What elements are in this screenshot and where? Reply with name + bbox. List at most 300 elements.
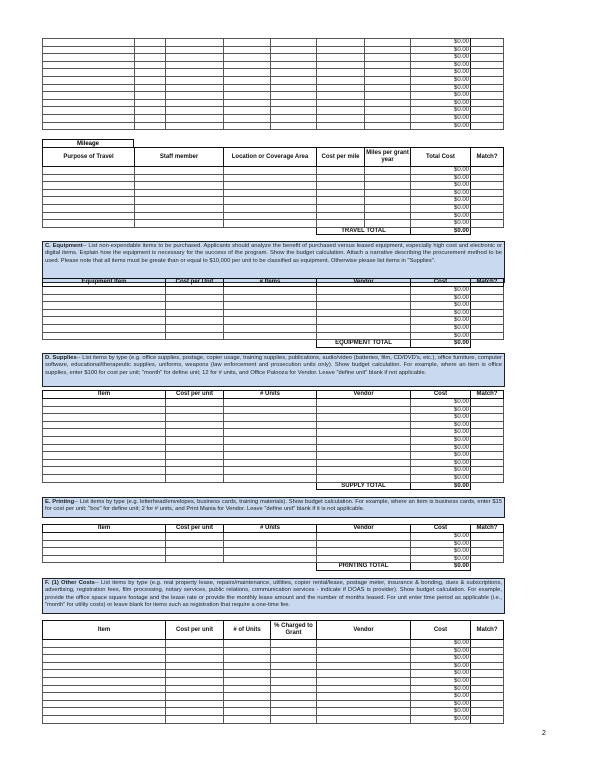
input-cell[interactable] bbox=[271, 662, 317, 670]
input-cell[interactable] bbox=[224, 421, 317, 429]
input-cell[interactable] bbox=[43, 69, 135, 77]
input-cell[interactable] bbox=[471, 708, 504, 716]
input-cell[interactable] bbox=[317, 662, 411, 670]
input-cell[interactable] bbox=[224, 302, 317, 310]
input-cell[interactable] bbox=[166, 548, 224, 556]
input-cell[interactable] bbox=[166, 324, 224, 332]
input-cell[interactable] bbox=[43, 99, 135, 107]
input-cell[interactable] bbox=[471, 670, 504, 678]
input-cell[interactable] bbox=[224, 189, 317, 197]
input-cell[interactable] bbox=[365, 76, 411, 84]
input-cell[interactable] bbox=[43, 317, 166, 325]
input-cell[interactable] bbox=[224, 414, 317, 422]
input-cell[interactable] bbox=[224, 429, 317, 437]
input-cell[interactable] bbox=[271, 69, 317, 77]
input-cell[interactable] bbox=[471, 662, 504, 670]
input-cell[interactable] bbox=[471, 46, 504, 54]
input-cell[interactable] bbox=[224, 294, 317, 302]
input-cell[interactable] bbox=[224, 174, 317, 182]
input-cell[interactable] bbox=[471, 114, 504, 122]
input-cell[interactable] bbox=[271, 76, 317, 84]
input-cell[interactable] bbox=[317, 309, 411, 317]
input-cell[interactable] bbox=[317, 421, 411, 429]
input-cell[interactable] bbox=[224, 61, 271, 69]
input-cell[interactable] bbox=[271, 647, 317, 655]
input-cell[interactable] bbox=[224, 662, 271, 670]
input-cell[interactable] bbox=[224, 399, 317, 407]
input-cell[interactable] bbox=[43, 406, 166, 414]
input-cell[interactable] bbox=[317, 39, 365, 47]
input-cell[interactable] bbox=[317, 474, 411, 482]
input-cell[interactable] bbox=[43, 452, 166, 460]
input-cell[interactable] bbox=[224, 114, 271, 122]
input-cell[interactable] bbox=[317, 174, 365, 182]
input-cell[interactable] bbox=[365, 174, 411, 182]
input-cell[interactable] bbox=[271, 677, 317, 685]
input-cell[interactable] bbox=[471, 309, 504, 317]
input-cell[interactable] bbox=[224, 54, 271, 62]
input-cell[interactable] bbox=[166, 647, 224, 655]
input-cell[interactable] bbox=[224, 548, 317, 556]
input-cell[interactable] bbox=[43, 555, 166, 563]
input-cell[interactable] bbox=[166, 39, 224, 47]
input-cell[interactable] bbox=[224, 459, 317, 467]
input-cell[interactable] bbox=[317, 69, 365, 77]
input-cell[interactable] bbox=[43, 167, 135, 175]
input-cell[interactable] bbox=[224, 324, 317, 332]
input-cell[interactable] bbox=[135, 204, 224, 212]
input-cell[interactable] bbox=[224, 287, 317, 295]
input-cell[interactable] bbox=[365, 189, 411, 197]
input-cell[interactable] bbox=[166, 467, 224, 475]
input-cell[interactable] bbox=[43, 662, 166, 670]
input-cell[interactable] bbox=[471, 429, 504, 437]
input-cell[interactable] bbox=[135, 167, 224, 175]
input-cell[interactable] bbox=[43, 182, 135, 190]
input-cell[interactable] bbox=[317, 655, 411, 663]
input-cell[interactable] bbox=[135, 84, 166, 92]
input-cell[interactable] bbox=[471, 548, 504, 556]
input-cell[interactable] bbox=[166, 421, 224, 429]
input-cell[interactable] bbox=[317, 92, 365, 100]
input-cell[interactable] bbox=[224, 655, 271, 663]
input-cell[interactable] bbox=[135, 189, 224, 197]
input-cell[interactable] bbox=[317, 436, 411, 444]
input-cell[interactable] bbox=[43, 204, 135, 212]
input-cell[interactable] bbox=[43, 46, 135, 54]
input-cell[interactable] bbox=[471, 302, 504, 310]
input-cell[interactable] bbox=[471, 421, 504, 429]
input-cell[interactable] bbox=[271, 99, 317, 107]
input-cell[interactable] bbox=[365, 107, 411, 115]
input-cell[interactable] bbox=[365, 84, 411, 92]
input-cell[interactable] bbox=[166, 555, 224, 563]
input-cell[interactable] bbox=[166, 459, 224, 467]
input-cell[interactable] bbox=[317, 61, 365, 69]
input-cell[interactable] bbox=[224, 685, 271, 693]
input-cell[interactable] bbox=[166, 61, 224, 69]
input-cell[interactable] bbox=[317, 84, 365, 92]
input-cell[interactable] bbox=[271, 122, 317, 130]
input-cell[interactable] bbox=[317, 302, 411, 310]
input-cell[interactable] bbox=[224, 540, 317, 548]
input-cell[interactable] bbox=[224, 708, 271, 716]
input-cell[interactable] bbox=[471, 287, 504, 295]
input-cell[interactable] bbox=[166, 54, 224, 62]
input-cell[interactable] bbox=[166, 302, 224, 310]
input-cell[interactable] bbox=[365, 92, 411, 100]
input-cell[interactable] bbox=[224, 647, 271, 655]
input-cell[interactable] bbox=[166, 414, 224, 422]
input-cell[interactable] bbox=[43, 677, 166, 685]
input-cell[interactable] bbox=[365, 167, 411, 175]
input-cell[interactable] bbox=[224, 99, 271, 107]
input-cell[interactable] bbox=[365, 182, 411, 190]
input-cell[interactable] bbox=[271, 114, 317, 122]
input-cell[interactable] bbox=[43, 708, 166, 716]
input-cell[interactable] bbox=[317, 452, 411, 460]
input-cell[interactable] bbox=[224, 436, 317, 444]
input-cell[interactable] bbox=[135, 107, 166, 115]
input-cell[interactable] bbox=[471, 317, 504, 325]
input-cell[interactable] bbox=[43, 107, 135, 115]
input-cell[interactable] bbox=[271, 84, 317, 92]
input-cell[interactable] bbox=[271, 640, 317, 648]
input-cell[interactable] bbox=[224, 533, 317, 541]
input-cell[interactable] bbox=[471, 294, 504, 302]
input-cell[interactable] bbox=[43, 548, 166, 556]
input-cell[interactable] bbox=[271, 670, 317, 678]
input-cell[interactable] bbox=[43, 61, 135, 69]
input-cell[interactable] bbox=[43, 715, 166, 723]
input-cell[interactable] bbox=[166, 708, 224, 716]
input-cell[interactable] bbox=[135, 212, 224, 220]
input-cell[interactable] bbox=[166, 294, 224, 302]
input-cell[interactable] bbox=[224, 84, 271, 92]
input-cell[interactable] bbox=[166, 332, 224, 340]
input-cell[interactable] bbox=[365, 204, 411, 212]
input-cell[interactable] bbox=[471, 61, 504, 69]
input-cell[interactable] bbox=[471, 693, 504, 701]
input-cell[interactable] bbox=[43, 444, 166, 452]
input-cell[interactable] bbox=[317, 99, 365, 107]
input-cell[interactable] bbox=[471, 533, 504, 541]
input-cell[interactable] bbox=[365, 54, 411, 62]
input-cell[interactable] bbox=[271, 655, 317, 663]
input-cell[interactable] bbox=[43, 174, 135, 182]
input-cell[interactable] bbox=[317, 167, 365, 175]
input-cell[interactable] bbox=[135, 46, 166, 54]
input-cell[interactable] bbox=[43, 647, 166, 655]
input-cell[interactable] bbox=[317, 399, 411, 407]
input-cell[interactable] bbox=[135, 99, 166, 107]
input-cell[interactable] bbox=[317, 670, 411, 678]
input-cell[interactable] bbox=[43, 92, 135, 100]
input-cell[interactable] bbox=[365, 122, 411, 130]
input-cell[interactable] bbox=[224, 332, 317, 340]
input-cell[interactable] bbox=[317, 107, 365, 115]
input-cell[interactable] bbox=[43, 54, 135, 62]
input-cell[interactable] bbox=[317, 332, 411, 340]
input-cell[interactable] bbox=[317, 467, 411, 475]
input-cell[interactable] bbox=[271, 700, 317, 708]
input-cell[interactable] bbox=[317, 693, 411, 701]
input-cell[interactable] bbox=[43, 429, 166, 437]
input-cell[interactable] bbox=[271, 39, 317, 47]
input-cell[interactable] bbox=[43, 294, 166, 302]
input-cell[interactable] bbox=[166, 540, 224, 548]
input-cell[interactable] bbox=[317, 122, 365, 130]
input-cell[interactable] bbox=[471, 444, 504, 452]
input-cell[interactable] bbox=[43, 189, 135, 197]
input-cell[interactable] bbox=[135, 197, 224, 205]
input-cell[interactable] bbox=[317, 533, 411, 541]
input-cell[interactable] bbox=[365, 99, 411, 107]
input-cell[interactable] bbox=[43, 655, 166, 663]
input-cell[interactable] bbox=[166, 436, 224, 444]
input-cell[interactable] bbox=[43, 414, 166, 422]
input-cell[interactable] bbox=[271, 54, 317, 62]
input-cell[interactable] bbox=[43, 685, 166, 693]
input-cell[interactable] bbox=[224, 452, 317, 460]
input-cell[interactable] bbox=[43, 332, 166, 340]
input-cell[interactable] bbox=[317, 212, 365, 220]
input-cell[interactable] bbox=[224, 700, 271, 708]
input-cell[interactable] bbox=[224, 467, 317, 475]
input-cell[interactable] bbox=[166, 76, 224, 84]
input-cell[interactable] bbox=[43, 670, 166, 678]
input-cell[interactable] bbox=[166, 677, 224, 685]
input-cell[interactable] bbox=[317, 204, 365, 212]
input-cell[interactable] bbox=[43, 84, 135, 92]
input-cell[interactable] bbox=[471, 39, 504, 47]
input-cell[interactable] bbox=[166, 84, 224, 92]
input-cell[interactable] bbox=[224, 220, 317, 228]
input-cell[interactable] bbox=[135, 54, 166, 62]
input-cell[interactable] bbox=[224, 197, 317, 205]
input-cell[interactable] bbox=[317, 114, 365, 122]
input-cell[interactable] bbox=[271, 693, 317, 701]
input-cell[interactable] bbox=[365, 212, 411, 220]
input-cell[interactable] bbox=[135, 114, 166, 122]
input-cell[interactable] bbox=[224, 670, 271, 678]
input-cell[interactable] bbox=[135, 92, 166, 100]
input-cell[interactable] bbox=[471, 685, 504, 693]
input-cell[interactable] bbox=[471, 167, 504, 175]
input-cell[interactable] bbox=[317, 677, 411, 685]
input-cell[interactable] bbox=[317, 700, 411, 708]
input-cell[interactable] bbox=[166, 99, 224, 107]
input-cell[interactable] bbox=[317, 429, 411, 437]
input-cell[interactable] bbox=[317, 197, 365, 205]
input-cell[interactable] bbox=[224, 167, 317, 175]
input-cell[interactable] bbox=[317, 708, 411, 716]
input-cell[interactable] bbox=[224, 555, 317, 563]
input-cell[interactable] bbox=[43, 324, 166, 332]
input-cell[interactable] bbox=[471, 84, 504, 92]
input-cell[interactable] bbox=[224, 182, 317, 190]
input-cell[interactable] bbox=[135, 174, 224, 182]
input-cell[interactable] bbox=[365, 39, 411, 47]
input-cell[interactable] bbox=[471, 204, 504, 212]
input-cell[interactable] bbox=[166, 309, 224, 317]
input-cell[interactable] bbox=[317, 189, 365, 197]
input-cell[interactable] bbox=[224, 69, 271, 77]
input-cell[interactable] bbox=[166, 670, 224, 678]
input-cell[interactable] bbox=[317, 406, 411, 414]
input-cell[interactable] bbox=[166, 655, 224, 663]
input-cell[interactable] bbox=[224, 92, 271, 100]
input-cell[interactable] bbox=[43, 197, 135, 205]
input-cell[interactable] bbox=[43, 700, 166, 708]
input-cell[interactable] bbox=[317, 220, 365, 228]
input-cell[interactable] bbox=[365, 69, 411, 77]
input-cell[interactable] bbox=[471, 99, 504, 107]
input-cell[interactable] bbox=[471, 700, 504, 708]
input-cell[interactable] bbox=[135, 220, 224, 228]
input-cell[interactable] bbox=[135, 76, 166, 84]
input-cell[interactable] bbox=[43, 467, 166, 475]
input-cell[interactable] bbox=[224, 693, 271, 701]
input-cell[interactable] bbox=[224, 39, 271, 47]
input-cell[interactable] bbox=[271, 715, 317, 723]
input-cell[interactable] bbox=[365, 220, 411, 228]
input-cell[interactable] bbox=[43, 309, 166, 317]
input-cell[interactable] bbox=[365, 114, 411, 122]
input-cell[interactable] bbox=[471, 324, 504, 332]
input-cell[interactable] bbox=[471, 715, 504, 723]
input-cell[interactable] bbox=[166, 533, 224, 541]
input-cell[interactable] bbox=[43, 421, 166, 429]
input-cell[interactable] bbox=[166, 715, 224, 723]
input-cell[interactable] bbox=[471, 452, 504, 460]
input-cell[interactable] bbox=[471, 76, 504, 84]
input-cell[interactable] bbox=[471, 332, 504, 340]
input-cell[interactable] bbox=[166, 662, 224, 670]
input-cell[interactable] bbox=[224, 317, 317, 325]
input-cell[interactable] bbox=[43, 76, 135, 84]
input-cell[interactable] bbox=[471, 182, 504, 190]
input-cell[interactable] bbox=[471, 459, 504, 467]
input-cell[interactable] bbox=[135, 69, 166, 77]
input-cell[interactable] bbox=[224, 204, 317, 212]
input-cell[interactable] bbox=[365, 46, 411, 54]
input-cell[interactable] bbox=[43, 693, 166, 701]
input-cell[interactable] bbox=[166, 107, 224, 115]
input-cell[interactable] bbox=[166, 399, 224, 407]
input-cell[interactable] bbox=[317, 647, 411, 655]
input-cell[interactable] bbox=[166, 114, 224, 122]
input-cell[interactable] bbox=[43, 399, 166, 407]
input-cell[interactable] bbox=[43, 474, 166, 482]
input-cell[interactable] bbox=[224, 715, 271, 723]
input-cell[interactable] bbox=[317, 640, 411, 648]
input-cell[interactable] bbox=[43, 287, 166, 295]
input-cell[interactable] bbox=[166, 406, 224, 414]
input-cell[interactable] bbox=[166, 693, 224, 701]
input-cell[interactable] bbox=[317, 414, 411, 422]
input-cell[interactable] bbox=[224, 212, 317, 220]
input-cell[interactable] bbox=[471, 107, 504, 115]
input-cell[interactable] bbox=[224, 677, 271, 685]
input-cell[interactable] bbox=[317, 46, 365, 54]
input-cell[interactable] bbox=[135, 61, 166, 69]
input-cell[interactable] bbox=[166, 474, 224, 482]
input-cell[interactable] bbox=[471, 189, 504, 197]
input-cell[interactable] bbox=[271, 708, 317, 716]
input-cell[interactable] bbox=[166, 685, 224, 693]
input-cell[interactable] bbox=[43, 302, 166, 310]
input-cell[interactable] bbox=[471, 474, 504, 482]
input-cell[interactable] bbox=[224, 640, 271, 648]
input-cell[interactable] bbox=[317, 182, 365, 190]
input-cell[interactable] bbox=[166, 122, 224, 130]
input-cell[interactable] bbox=[43, 459, 166, 467]
input-cell[interactable] bbox=[317, 715, 411, 723]
input-cell[interactable] bbox=[471, 647, 504, 655]
input-cell[interactable] bbox=[317, 685, 411, 693]
input-cell[interactable] bbox=[43, 436, 166, 444]
input-cell[interactable] bbox=[471, 212, 504, 220]
input-cell[interactable] bbox=[135, 39, 166, 47]
input-cell[interactable] bbox=[317, 294, 411, 302]
input-cell[interactable] bbox=[43, 640, 166, 648]
input-cell[interactable] bbox=[271, 92, 317, 100]
input-cell[interactable] bbox=[166, 317, 224, 325]
input-cell[interactable] bbox=[43, 220, 135, 228]
input-cell[interactable] bbox=[471, 467, 504, 475]
input-cell[interactable] bbox=[317, 444, 411, 452]
input-cell[interactable] bbox=[471, 677, 504, 685]
input-cell[interactable] bbox=[224, 474, 317, 482]
input-cell[interactable] bbox=[317, 459, 411, 467]
input-cell[interactable] bbox=[471, 406, 504, 414]
input-cell[interactable] bbox=[166, 444, 224, 452]
input-cell[interactable] bbox=[471, 197, 504, 205]
input-cell[interactable] bbox=[224, 309, 317, 317]
input-cell[interactable] bbox=[166, 69, 224, 77]
input-cell[interactable] bbox=[135, 182, 224, 190]
input-cell[interactable] bbox=[43, 39, 135, 47]
input-cell[interactable] bbox=[317, 287, 411, 295]
input-cell[interactable] bbox=[224, 406, 317, 414]
input-cell[interactable] bbox=[224, 76, 271, 84]
input-cell[interactable] bbox=[365, 197, 411, 205]
input-cell[interactable] bbox=[471, 540, 504, 548]
input-cell[interactable] bbox=[166, 640, 224, 648]
input-cell[interactable] bbox=[224, 122, 271, 130]
input-cell[interactable] bbox=[471, 414, 504, 422]
input-cell[interactable] bbox=[166, 92, 224, 100]
input-cell[interactable] bbox=[317, 540, 411, 548]
input-cell[interactable] bbox=[471, 555, 504, 563]
input-cell[interactable] bbox=[166, 452, 224, 460]
input-cell[interactable] bbox=[166, 700, 224, 708]
input-cell[interactable] bbox=[365, 61, 411, 69]
input-cell[interactable] bbox=[135, 122, 166, 130]
input-cell[interactable] bbox=[471, 54, 504, 62]
input-cell[interactable] bbox=[471, 399, 504, 407]
input-cell[interactable] bbox=[317, 548, 411, 556]
input-cell[interactable] bbox=[43, 540, 166, 548]
input-cell[interactable] bbox=[166, 429, 224, 437]
input-cell[interactable] bbox=[471, 122, 504, 130]
input-cell[interactable] bbox=[271, 46, 317, 54]
input-cell[interactable] bbox=[317, 54, 365, 62]
input-cell[interactable] bbox=[43, 114, 135, 122]
input-cell[interactable] bbox=[166, 46, 224, 54]
input-cell[interactable] bbox=[471, 640, 504, 648]
